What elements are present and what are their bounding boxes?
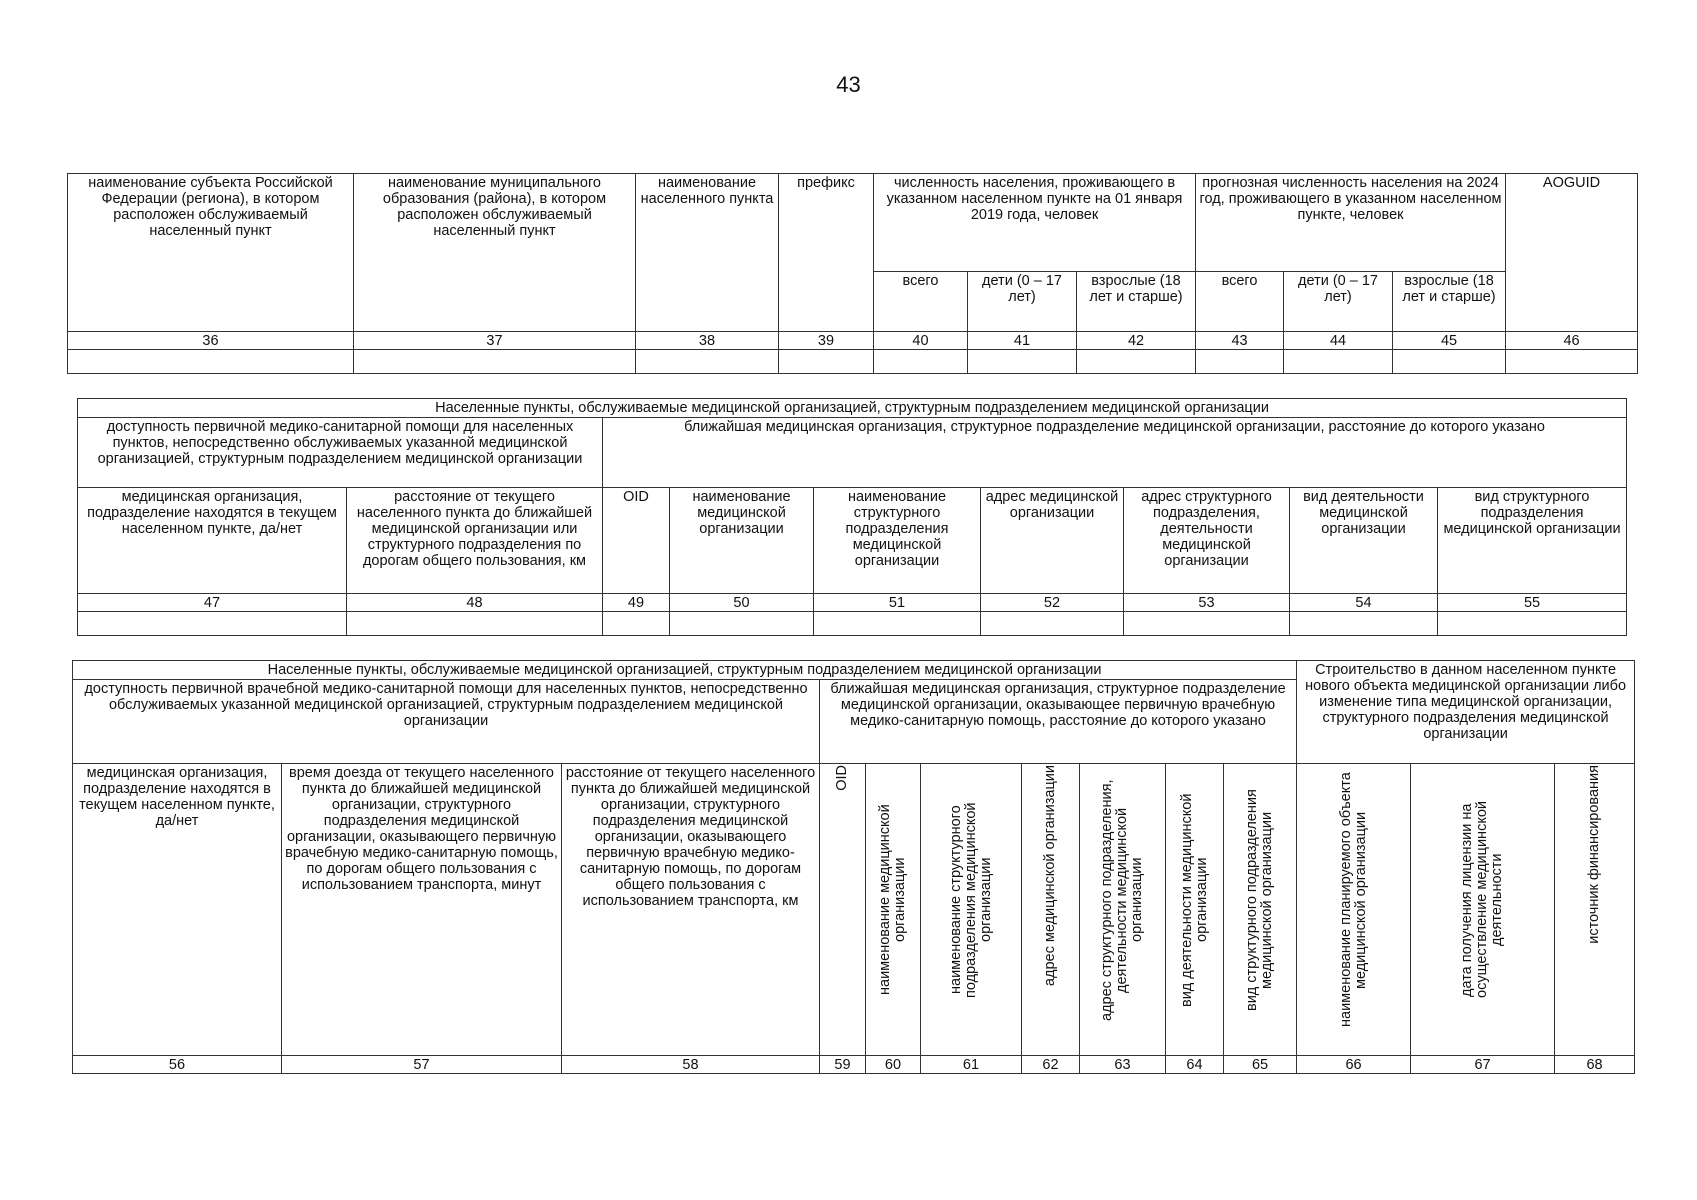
header-subject: наименование субъекта Российской Федерации (региона), в котором расположен обслуживаемый населенный пункт (68, 174, 354, 332)
empty-cell (779, 350, 874, 374)
header-2024-total: всего (1196, 272, 1284, 332)
header-2019-total: всего (874, 272, 968, 332)
column-number: 55 (1438, 594, 1627, 612)
column-number: 43 (1196, 332, 1284, 350)
empty-cell (1290, 612, 1438, 636)
group-nearest: ближайшая медицинская организация, структурное подразделение медицинской организации, расстояние до которого указано (603, 418, 1627, 488)
header-in-settlement: медицинская организация, подразделение находятся в текущем населенном пункте, да/нет (78, 488, 347, 594)
empty-cell (354, 350, 636, 374)
empty-cell (968, 350, 1077, 374)
header-org-name: наименование медицинской организации (670, 488, 814, 594)
header-population-2019: численность населения, проживающего в указанном населенном пункте на 01 января 2019 года, человек (874, 174, 1196, 272)
header-unit-type: вид структурного подразделения медицинской организации (1438, 488, 1627, 594)
header-2019-children: дети (0 – 17 лет) (968, 272, 1077, 332)
column-number: 53 (1124, 594, 1290, 612)
column-number: 62 (1022, 1056, 1080, 1074)
header-population-2024: прогнозная численность населения на 2024 год, проживающего в указанном населенном пункте, человек (1196, 174, 1506, 272)
header-funding-source: источник финансирования (1586, 765, 1603, 944)
header-org-address: адрес медицинской организации (981, 488, 1124, 594)
header-oid: OID (603, 488, 670, 594)
empty-cell (1077, 350, 1196, 374)
header-2019-adults: взрослые (18 лет и старше) (1077, 272, 1196, 332)
column-number: 57 (282, 1056, 562, 1074)
column-number: 44 (1284, 332, 1393, 350)
settlement-population-table (67, 173, 1638, 374)
header-prefix: префикс (779, 174, 874, 332)
column-number: 63 (1080, 1056, 1166, 1074)
header-in-settlement: медицинская организация, подразделение находятся в текущем населенном пункте, да/нет (73, 764, 282, 1056)
column-number: 48 (347, 594, 603, 612)
column-number: 61 (921, 1056, 1022, 1074)
column-number: 46 (1506, 332, 1638, 350)
column-number: 51 (814, 594, 981, 612)
column-number: 36 (68, 332, 354, 350)
header-org-address-cell (1022, 764, 1080, 1056)
column-number: 39 (779, 332, 874, 350)
empty-data-row (78, 612, 1627, 636)
header-distance: расстояние от текущего населенного пункта до ближайшей медицинской организации, структурного подразделения медицинской организации, оказывающего первичную врачебную медико-санитарную помощь, по дорогам общего пользования с использованием транспорта, км (562, 764, 820, 1056)
header-unit-name: наименование структурного подразделения медицинской организации (814, 488, 981, 594)
header-oid: OID (834, 765, 850, 791)
header-unit-address-cell (1080, 764, 1166, 1056)
column-number: 66 (1297, 1056, 1411, 1074)
header-planned-object: наименование планируемого объекта медицинской организации (1337, 772, 1369, 1028)
header-unit-type-cell (1224, 764, 1297, 1056)
column-number: 41 (968, 332, 1077, 350)
page-number: 43 (836, 72, 861, 97)
header-unit-type: вид структурного подразделения медицинской организации (1244, 789, 1276, 1011)
empty-cell (603, 612, 670, 636)
header-org-name-cell (866, 764, 921, 1056)
header-funding-source-cell (1555, 764, 1635, 1056)
empty-cell (68, 350, 354, 374)
column-number: 38 (636, 332, 779, 350)
empty-cell (670, 612, 814, 636)
header-license-date: дата получения лицензии на осуществление медицинской деятельности (1459, 801, 1506, 999)
header-travel-time: время доезда от текущего населенного пункта до ближайшей медицинской организации, структурного подразделения медицинской организации, оказывающего первичную врачебную медико-санитарную помощь, по дорогам общего пользования с использованием транспорта, минут (282, 764, 562, 1056)
header-unit-address: адрес структурного подразделения, деятельности медицинской организации (1124, 488, 1290, 594)
column-number: 58 (562, 1056, 820, 1074)
empty-cell (78, 612, 347, 636)
header-distance: расстояние от текущего населенного пункта до ближайшей медицинской организации или структурного подразделения по дорогам общего пользования, км (347, 488, 603, 594)
header-unit-name-cell (921, 764, 1022, 1056)
column-number: 50 (670, 594, 814, 612)
header-oid-cell (820, 764, 866, 1056)
header-2024-adults: взрослые (18 лет и старше) (1393, 272, 1506, 332)
column-number: 45 (1393, 332, 1506, 350)
header-planned-object-cell (1297, 764, 1411, 1056)
column-number: 68 (1555, 1056, 1635, 1074)
empty-cell (874, 350, 968, 374)
header-activity-type: вид деятельности медицинской организации (1290, 488, 1438, 594)
empty-cell (981, 612, 1124, 636)
table3-title: Населенные пункты, обслуживаемые медицинской организацией, структурным подразделением медицинской организации (73, 661, 1297, 680)
column-number: 42 (1077, 332, 1196, 350)
column-number: 52 (981, 594, 1124, 612)
column-number: 64 (1166, 1056, 1224, 1074)
header-unit-address: адрес структурного подразделения, деятельности медицинской организации (1099, 779, 1145, 1021)
group-access: доступность первичной медико-санитарной помощи для населенных пунктов, непосредственно обслуживаемых указанной медицинской организацией, структурным подразделением медицинской организации (78, 418, 603, 488)
header-2024-children: дети (0 – 17 лет) (1284, 272, 1393, 332)
empty-cell (1124, 612, 1290, 636)
primary-care-access-table (77, 398, 1627, 636)
header-settlement: наименование населенного пункта (636, 174, 779, 332)
group-access: доступность первичной врачебной медико-санитарной помощи для населенных пунктов, непосредственно обслуживаемых указанной медицинской организацией, структурным подразделением медицинской организации (73, 680, 820, 764)
column-number: 60 (866, 1056, 921, 1074)
header-org-name: наименование медицинской организации (877, 804, 908, 996)
column-number: 40 (874, 332, 968, 350)
header-municipal: наименование муниципального образования (района), в котором расположен обслуживаемый населенный пункт (354, 174, 636, 332)
empty-cell (1438, 612, 1627, 636)
table2-title: Населенные пункты, обслуживаемые медицинской организацией, структурным подразделением медицинской организации (78, 399, 1627, 418)
empty-cell (814, 612, 981, 636)
column-number: 47 (78, 594, 347, 612)
header-aoguid: AOGUID (1506, 174, 1638, 332)
group-nearest: ближайшая медицинская организация, структурное подразделение медицинской организации, оказывающее первичную врачебную медико-санитарную помощь, расстояние до которого указано (820, 680, 1297, 764)
header-activity-type: вид деятельности медицинской организации (1178, 793, 1210, 1007)
column-number: 59 (820, 1056, 866, 1074)
empty-cell (1393, 350, 1506, 374)
empty-cell (347, 612, 603, 636)
empty-data-row (68, 350, 1638, 374)
column-number: 54 (1290, 594, 1438, 612)
column-number: 49 (603, 594, 670, 612)
header-unit-name: наименование структурного подразделения медицинской организации (947, 802, 994, 998)
column-number: 67 (1411, 1056, 1555, 1074)
header-license-date-cell (1411, 764, 1555, 1056)
empty-cell (636, 350, 779, 374)
column-number: 56 (73, 1056, 282, 1074)
empty-cell (1506, 350, 1638, 374)
header-activity-type-cell (1166, 764, 1224, 1056)
header-construction: Строительство в данном населенном пункте нового объекта медицинской организации либо изменение типа медицинской организации, структурного подразделения медицинской организации (1297, 661, 1635, 764)
physician-care-access-table (72, 660, 1635, 1074)
column-number: 37 (354, 332, 636, 350)
empty-cell (1196, 350, 1284, 374)
header-org-address: адрес медицинской организации (1042, 765, 1058, 987)
empty-cell (1284, 350, 1393, 374)
column-number: 65 (1224, 1056, 1297, 1074)
